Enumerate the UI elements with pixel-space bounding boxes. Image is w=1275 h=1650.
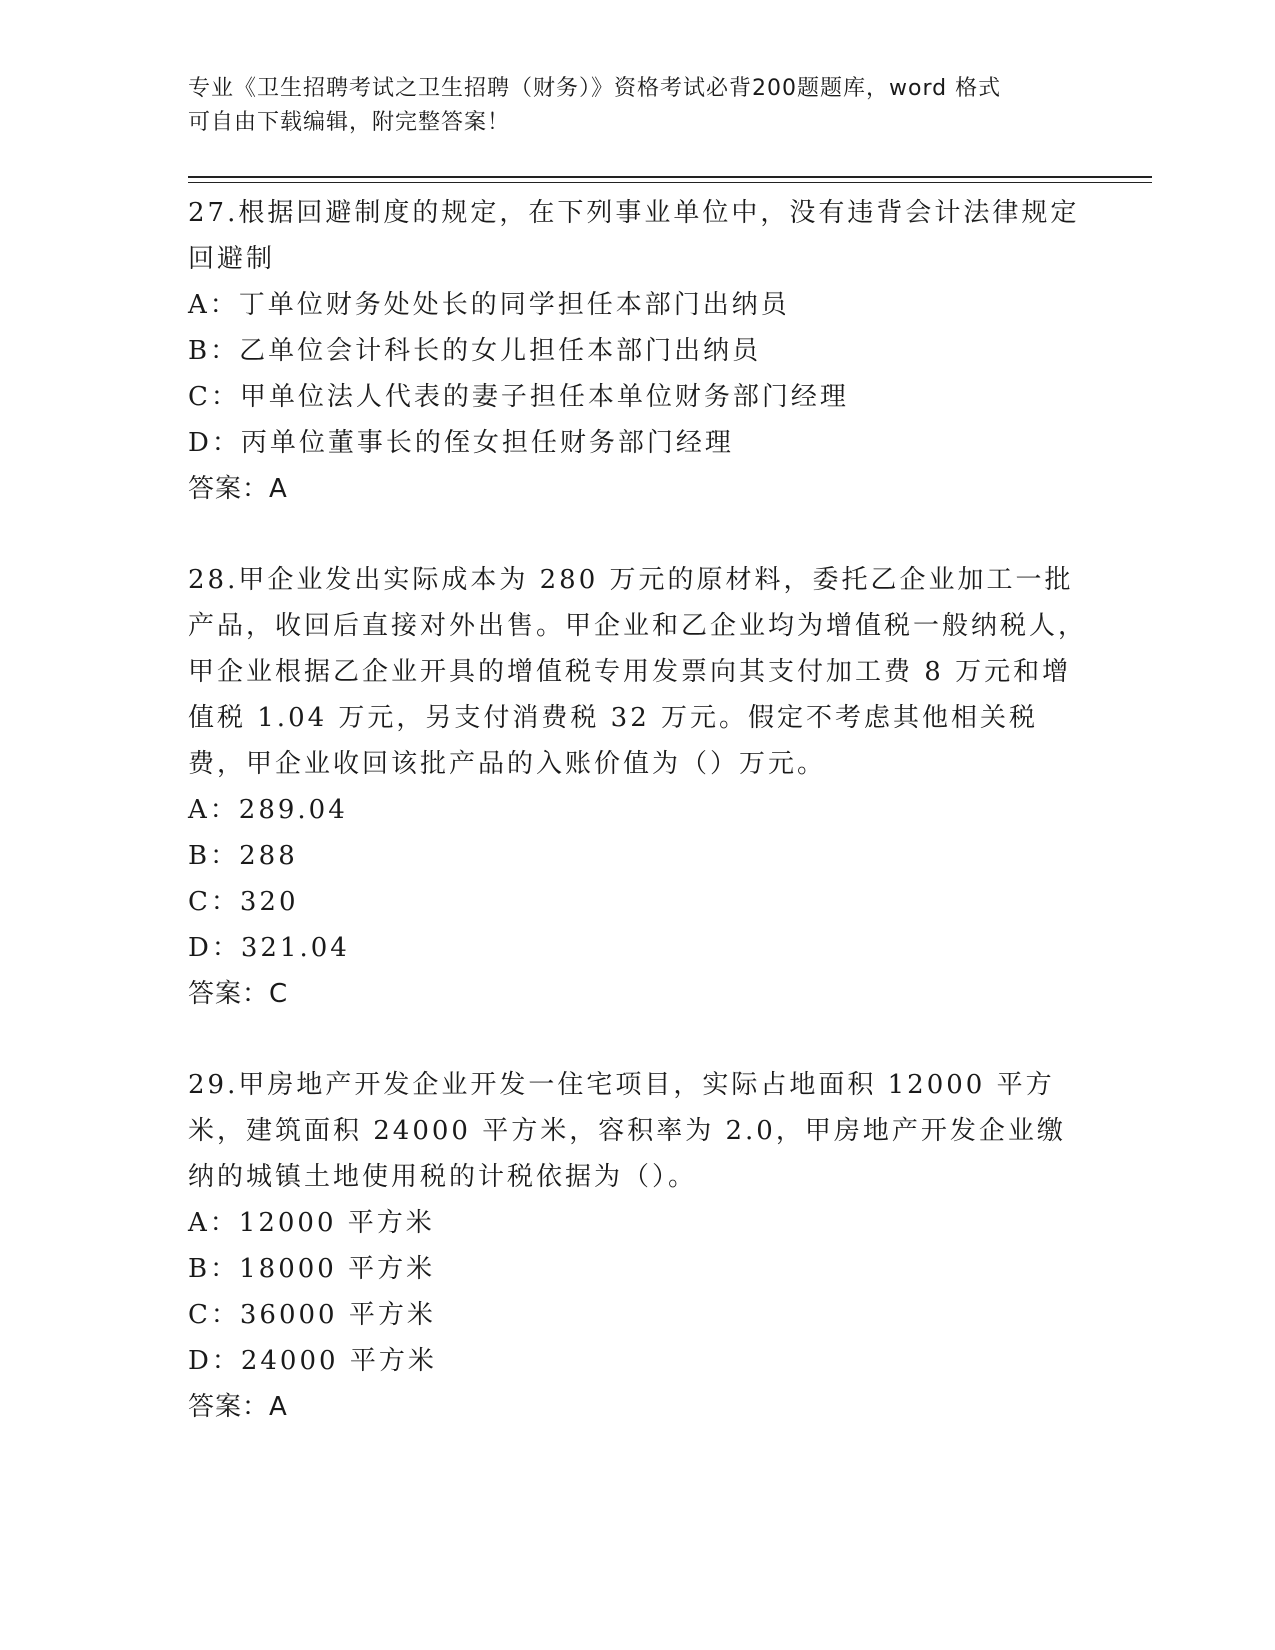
- option-c: C：甲单位法人代表的妻子担任本单位财务部门经理: [188, 382, 849, 412]
- option-b: B：乙单位会计科长的女儿担任本部门出纳员: [188, 336, 762, 366]
- question-stem: 27.根据回避制度的规定，在下列事业单位中，没有违背会计法律规定回避制: [188, 198, 1080, 274]
- option-b: B：288: [188, 841, 298, 871]
- option-b: B：18000 平方米: [188, 1254, 436, 1284]
- header-divider-thick: [188, 176, 1152, 178]
- header-divider-thin: [188, 182, 1152, 183]
- question-list: [188, 190, 1088, 1475]
- option-d: D：丙单位董事长的侄女担任财务部门经理: [188, 428, 734, 458]
- document-header: [188, 72, 1088, 140]
- answer-line: 答案：C: [188, 979, 289, 1009]
- answer-line: 答案：A: [188, 1392, 288, 1422]
- option-a: A：12000 平方米: [188, 1208, 435, 1238]
- question-28: [188, 557, 1088, 1017]
- option-c: C：36000 平方米: [188, 1300, 436, 1330]
- option-c: C：320: [188, 887, 299, 917]
- option-d: D：321.04: [188, 933, 350, 963]
- header-intro-line-1: 专业《卫生招聘考试之卫生招聘（财务）》资格考试必背200题题库，word 格式: [188, 76, 1002, 101]
- option-a: A：289.04: [188, 795, 348, 825]
- question-stem: 29.甲房地产开发企业开发一住宅项目，实际占地面积 12000 平方米，建筑面积 24000 平方米，容积率为 2.0，甲房地产开发企业缴纳的城镇土地使用税的计税依据为（）。: [188, 1070, 1066, 1192]
- answer-line: 答案：A: [188, 474, 288, 504]
- question-stem: 28.甲企业发出实际成本为 280 万元的原材料，委托乙企业加工一批产品，收回后直接对外出售。甲企业和乙企业均为增值税一般纳税人，甲企业根据乙企业开具的增值税专用发票向其支付加工费 8 万元和增值税 1.04 万元，另支付消费税 32 万元。假定不考虑其他相关税费，甲企业收回该批产品的入账价值为（）万元。: [188, 565, 1088, 779]
- question-29: [188, 1062, 1088, 1430]
- option-a: A：丁单位财务处处长的同学担任本部门出纳员: [188, 290, 790, 320]
- question-27: [188, 190, 1088, 512]
- header-intro-line-2: 可自由下载编辑，附完整答案！: [188, 110, 511, 135]
- option-d: D：24000 平方米: [188, 1346, 437, 1376]
